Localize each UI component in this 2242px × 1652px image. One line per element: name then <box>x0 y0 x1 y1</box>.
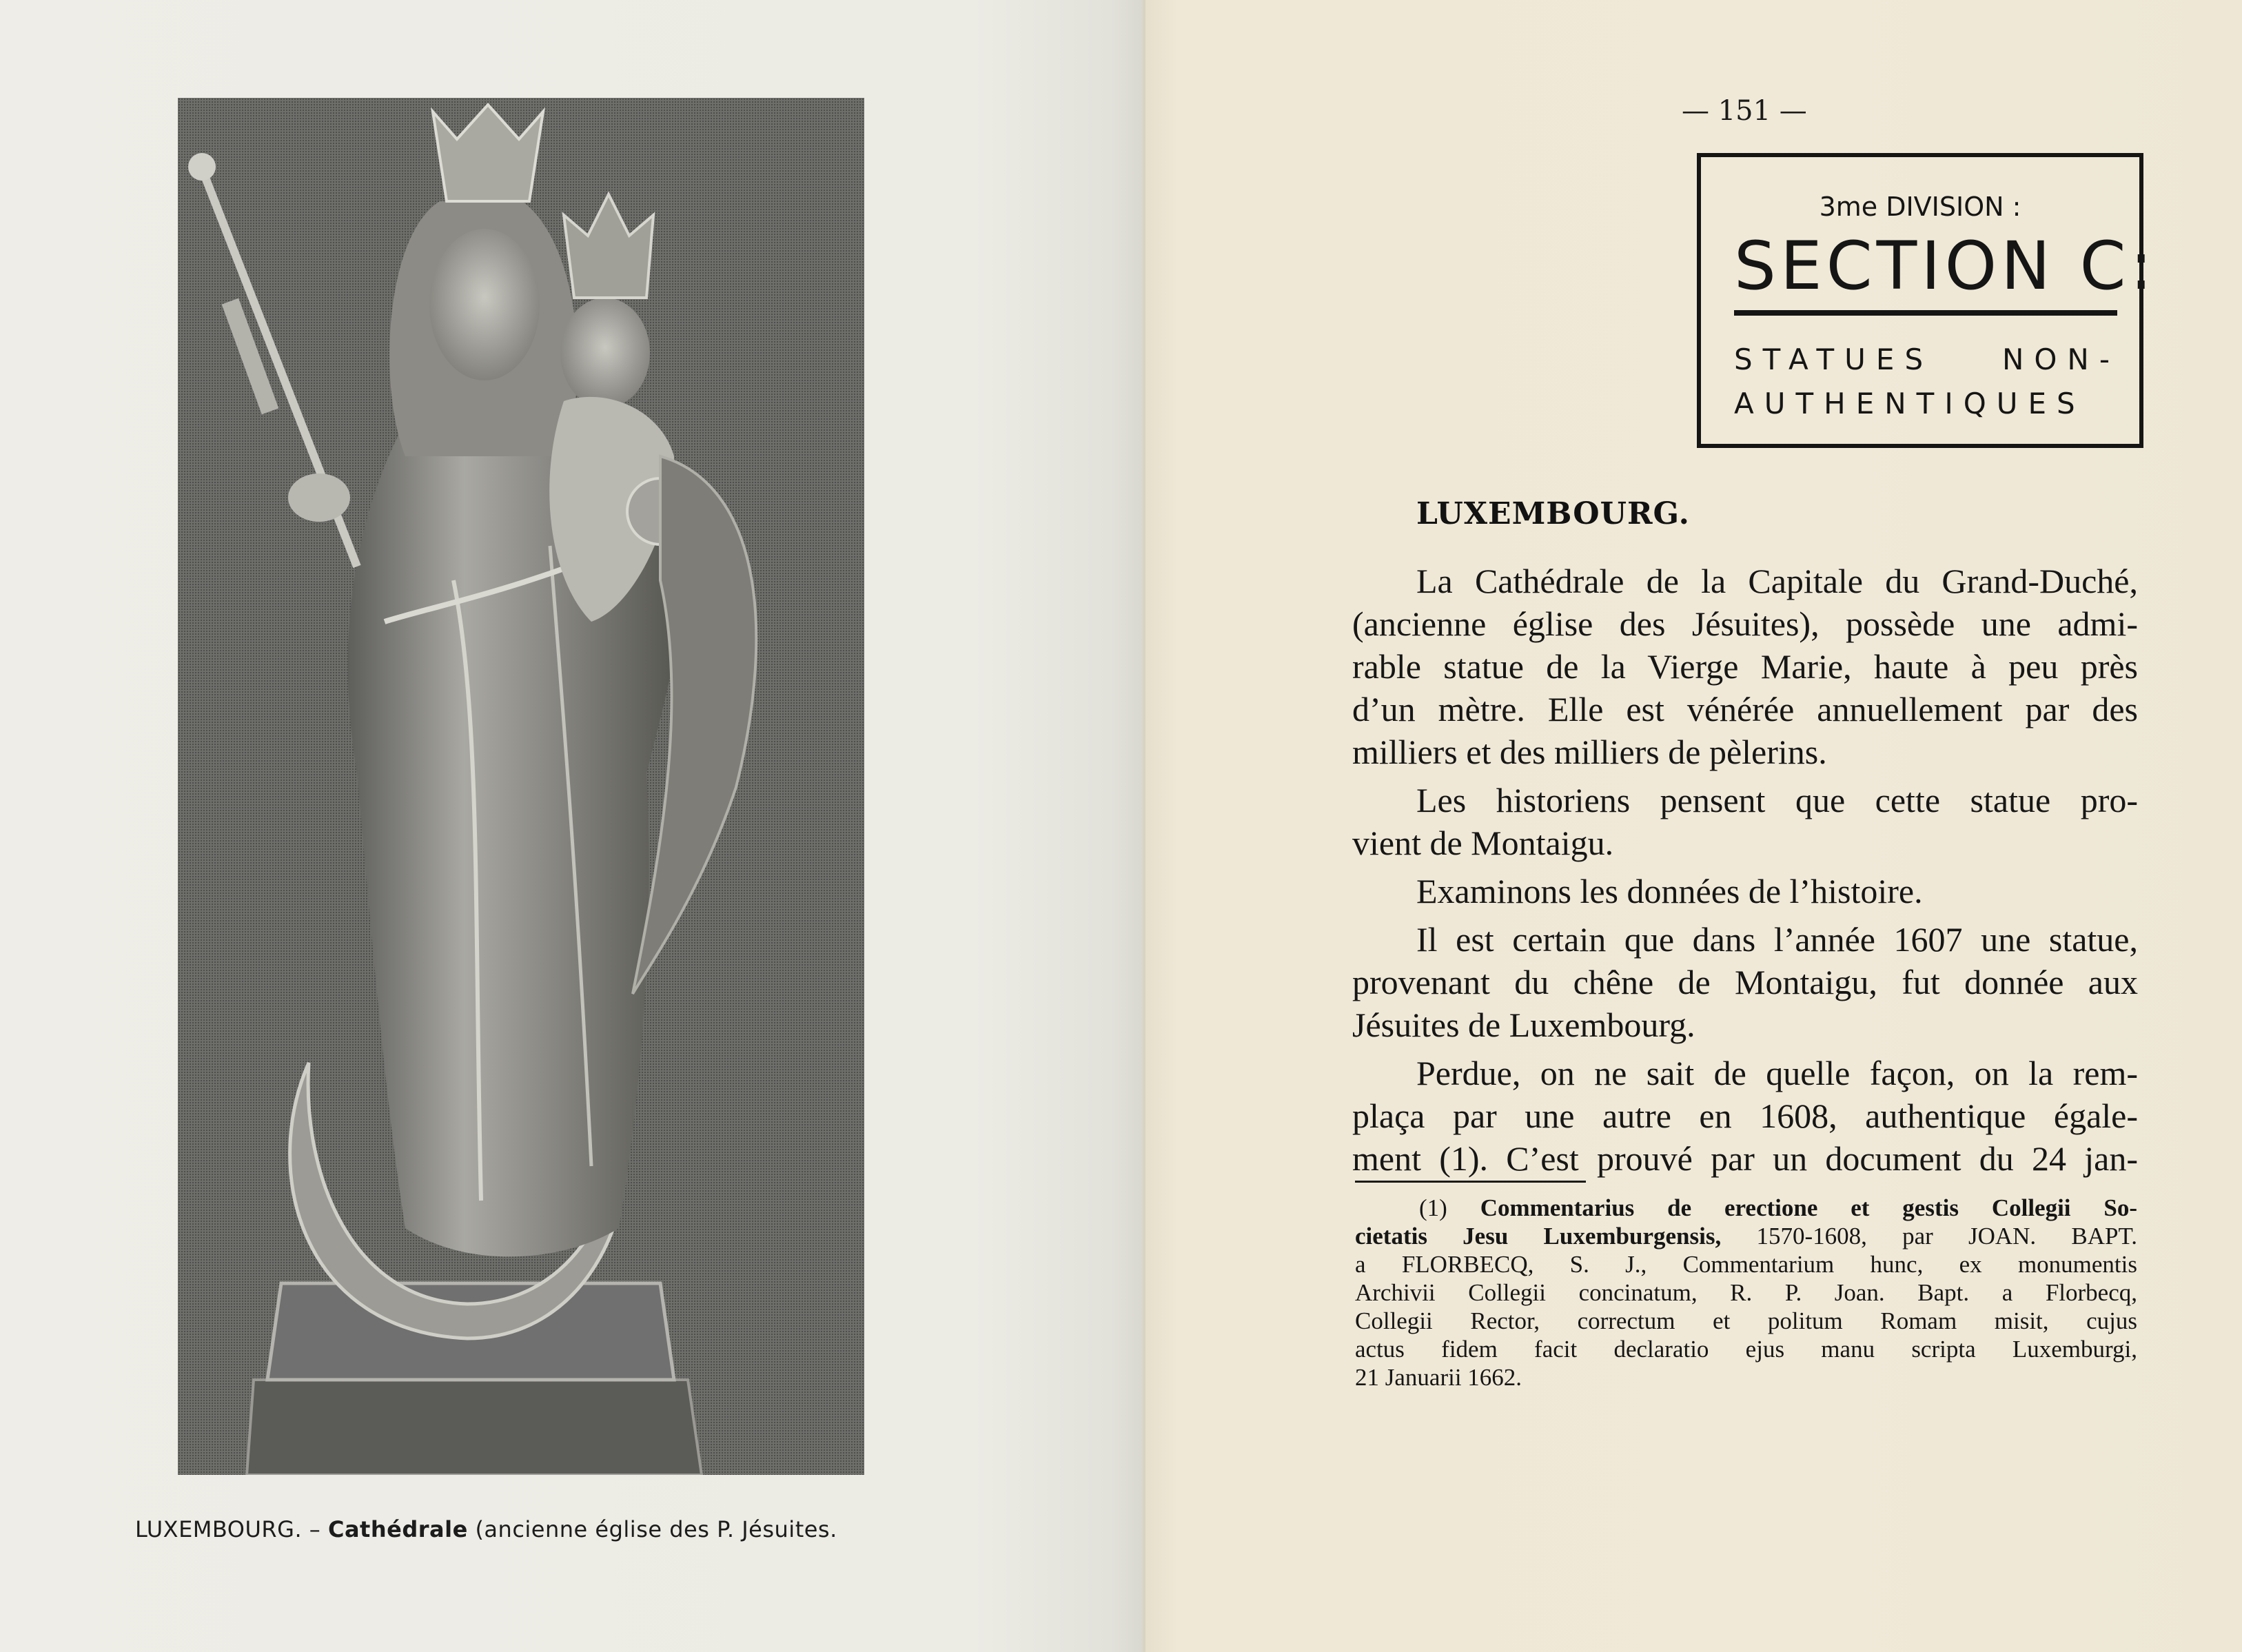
paragraph <box>1352 870 2138 912</box>
statue-photo <box>178 98 864 1475</box>
footnote-line: actus fidem facit declaratio ejus manu scripta Luxemburgi, <box>1355 1336 2137 1363</box>
page-number: — 151 — <box>1682 95 1807 127</box>
section-title: SECTION C: <box>1734 227 2157 305</box>
footnote-line: 21 Januarii 1662. <box>1355 1364 1522 1391</box>
footnote-line: Archivii Collegii concinatum, R. P. Joan. Bapt. a Florbecq, <box>1355 1279 2137 1306</box>
text-line: provenant du chêne de Montaigu, fut donnée aux <box>1352 963 2138 1001</box>
caption-title: Cathédrale <box>327 1516 468 1542</box>
hand <box>288 473 350 522</box>
text-line: ment (1). C’est prouvé par un document du 24 jan- <box>1352 1139 2138 1178</box>
section-box <box>1697 153 2157 448</box>
footnote-line: a FLORBECQ, S. J., Commentarium hunc, ex monumentis <box>1355 1251 2137 1278</box>
footnote-marker: (1) <box>1419 1194 1447 1221</box>
child-face <box>560 298 650 408</box>
footnote-rule <box>1355 1181 1586 1183</box>
text-line: Jésuites de Luxembourg. <box>1352 1006 1695 1044</box>
section-subtitle <box>1734 338 2120 426</box>
division-label: 3me DIVISION : <box>1819 192 2021 222</box>
text-line: Les historiens pensent que cette statue pro- <box>1416 781 2138 819</box>
article-heading: LUXEMBOURG. <box>1416 496 1690 531</box>
section-subtitle-line: AUTHENTIQUES <box>1734 387 2086 420</box>
statue-illustration <box>178 98 864 1475</box>
text-line: milliers et des milliers de pèlerins. <box>1352 733 1827 771</box>
footnote-line <box>1355 1194 2137 1222</box>
paragraph <box>1352 1052 2138 1180</box>
caption-place: LUXEMBOURG. <box>135 1516 303 1542</box>
caption-dash: – <box>309 1516 321 1542</box>
text-line: rable statue de la Vierge Marie, haute à peu près <box>1352 647 2138 686</box>
section-subtitle-line: STATUES NON- <box>1734 343 2120 376</box>
footnote-line <box>1355 1222 2137 1250</box>
section-rule <box>1734 310 2117 316</box>
paragraph <box>1352 560 2138 773</box>
photo-caption <box>135 1516 1031 1542</box>
text-line: d’un mètre. Elle est vénérée annuellement par des <box>1352 690 2138 728</box>
footnote-title: cietatis Jesu Luxemburgensis, <box>1355 1223 1722 1250</box>
text-line: La Cathédrale de la Capitale du Grand-Duché, <box>1416 562 2138 600</box>
paragraph <box>1352 918 2138 1046</box>
footnote <box>1355 1194 2137 1391</box>
text-line: Examinons les données de l’histoire. <box>1416 872 1923 910</box>
text-line: (ancienne église des Jésuites), possède une admi- <box>1352 604 2138 643</box>
paragraph <box>1352 779 2138 864</box>
text-line: Il est certain que dans l’année 1607 une statue, <box>1416 920 2138 959</box>
footnote-title: Commentarius de erectione et gestis Collegii So- <box>1480 1194 2137 1221</box>
footnote-line: Collegii Rector, correctum et politum Romam misit, cujus <box>1355 1307 2137 1334</box>
mary-face <box>429 229 540 380</box>
text-line: vient de Montaigu. <box>1352 824 1614 862</box>
caption-rest: (ancienne église des P. Jésuites. <box>475 1516 837 1542</box>
text-line: Perdue, on ne sait de quelle façon, on la rem- <box>1416 1054 2138 1092</box>
footnote-text: 1570-1608, par JOAN. BAPT. <box>1756 1223 2137 1250</box>
text-line: plaça par une autre en 1608, authentique égale- <box>1352 1097 2138 1135</box>
body-text <box>1352 560 2138 1185</box>
